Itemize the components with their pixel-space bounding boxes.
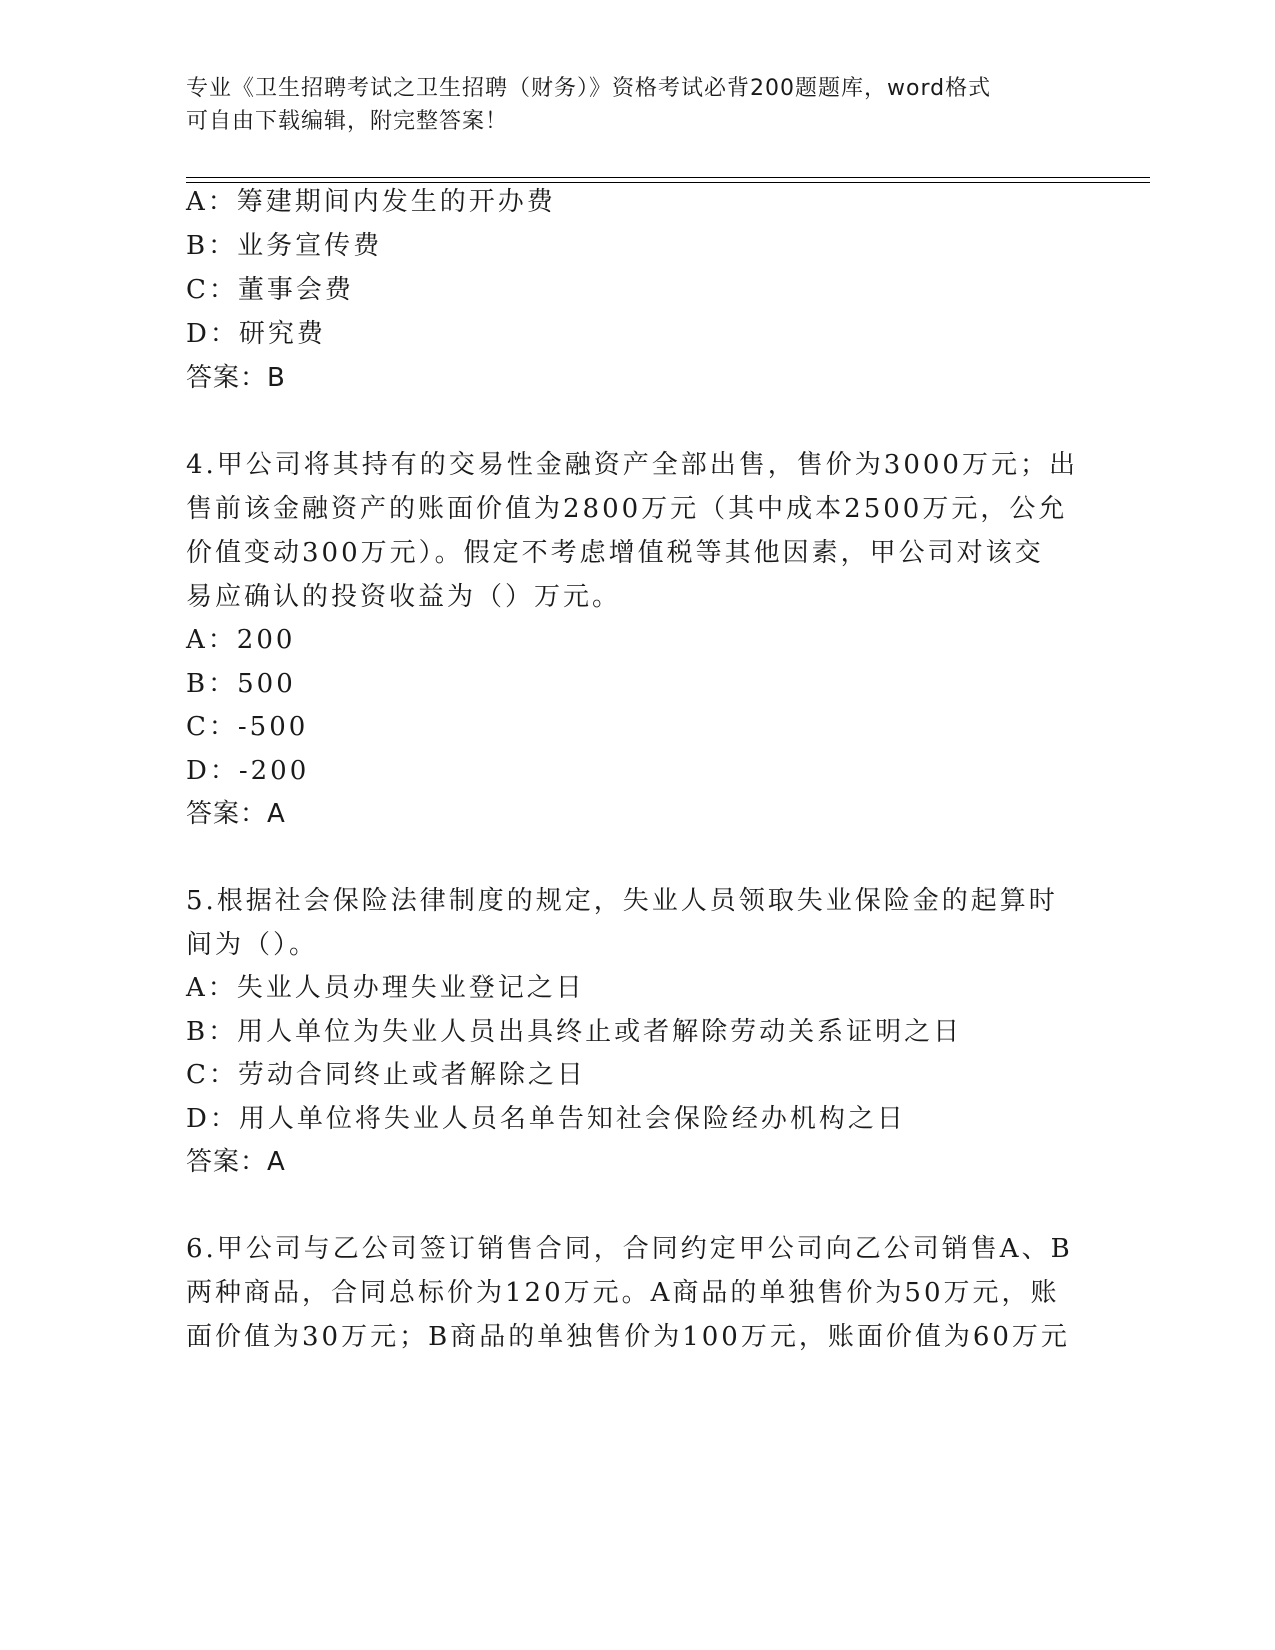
q5-option-b: B：用人单位为失业人员出具终止或者解除劳动关系证明之日	[186, 1017, 963, 1047]
q3-option-a: A：筹建期间内发生的开办费	[186, 187, 556, 217]
q3-answer: 答案：B	[186, 363, 286, 393]
q3-option-d: D：研究费	[186, 319, 326, 349]
q5-text-line-2: 间为（）。	[186, 930, 319, 960]
q5-text-line-1: 5.根据社会保险法律制度的规定，失业人员领取失业保险金的起算时	[186, 886, 1058, 916]
q5-answer: 答案：A	[186, 1147, 286, 1177]
q4-option-d: D：-200	[186, 756, 310, 786]
q4-text-line-4: 易应确认的投资收益为（）万元。	[186, 582, 622, 612]
q4-option-b: B：500	[186, 669, 296, 699]
q3-option-b: B：业务宣传费	[186, 231, 383, 261]
q6-text-line-3: 面价值为30万元；B商品的单独售价为100万元，账面价值为60万元	[186, 1322, 1070, 1352]
q4-option-c: C：-500	[186, 712, 309, 742]
header-line-2: 可自由下载编辑，附完整答案！	[186, 109, 509, 134]
header-line-1: 专业《卫生招聘考试之卫生招聘（财务）》资格考试必背200题题库，word格式	[186, 76, 992, 101]
q4-text-line-3: 价值变动300万元）。假定不考虑增值税等其他因素，甲公司对该交	[186, 538, 1044, 568]
document-header	[186, 72, 1066, 138]
q5-option-a: A：失业人员办理失业登记之日	[186, 973, 585, 1003]
header-rule-bottom	[186, 182, 1150, 183]
q6-text-line-1: 6.甲公司与乙公司签订销售合同，合同约定甲公司向乙公司销售A、B	[186, 1234, 1073, 1264]
q4-option-a: A：200	[186, 625, 296, 655]
q3-option-c: C：董事会费	[186, 275, 354, 305]
q4-answer: 答案：A	[186, 799, 286, 829]
q6-text-line-2: 两种商品，合同总标价为120万元。A商品的单独售价为50万元，账	[186, 1278, 1060, 1308]
q5-option-c: C：劳动合同终止或者解除之日	[186, 1060, 586, 1090]
q5-option-d: D：用人单位将失业人员名单告知社会保险经办机构之日	[186, 1104, 906, 1134]
header-rule-top	[186, 177, 1150, 178]
q4-text-line-2: 售前该金融资产的账面价值为2800万元（其中成本2500万元，公允	[186, 494, 1068, 524]
q4-text-line-1: 4.甲公司将其持有的交易性金融资产全部出售，售价为3000万元；出	[186, 450, 1078, 480]
